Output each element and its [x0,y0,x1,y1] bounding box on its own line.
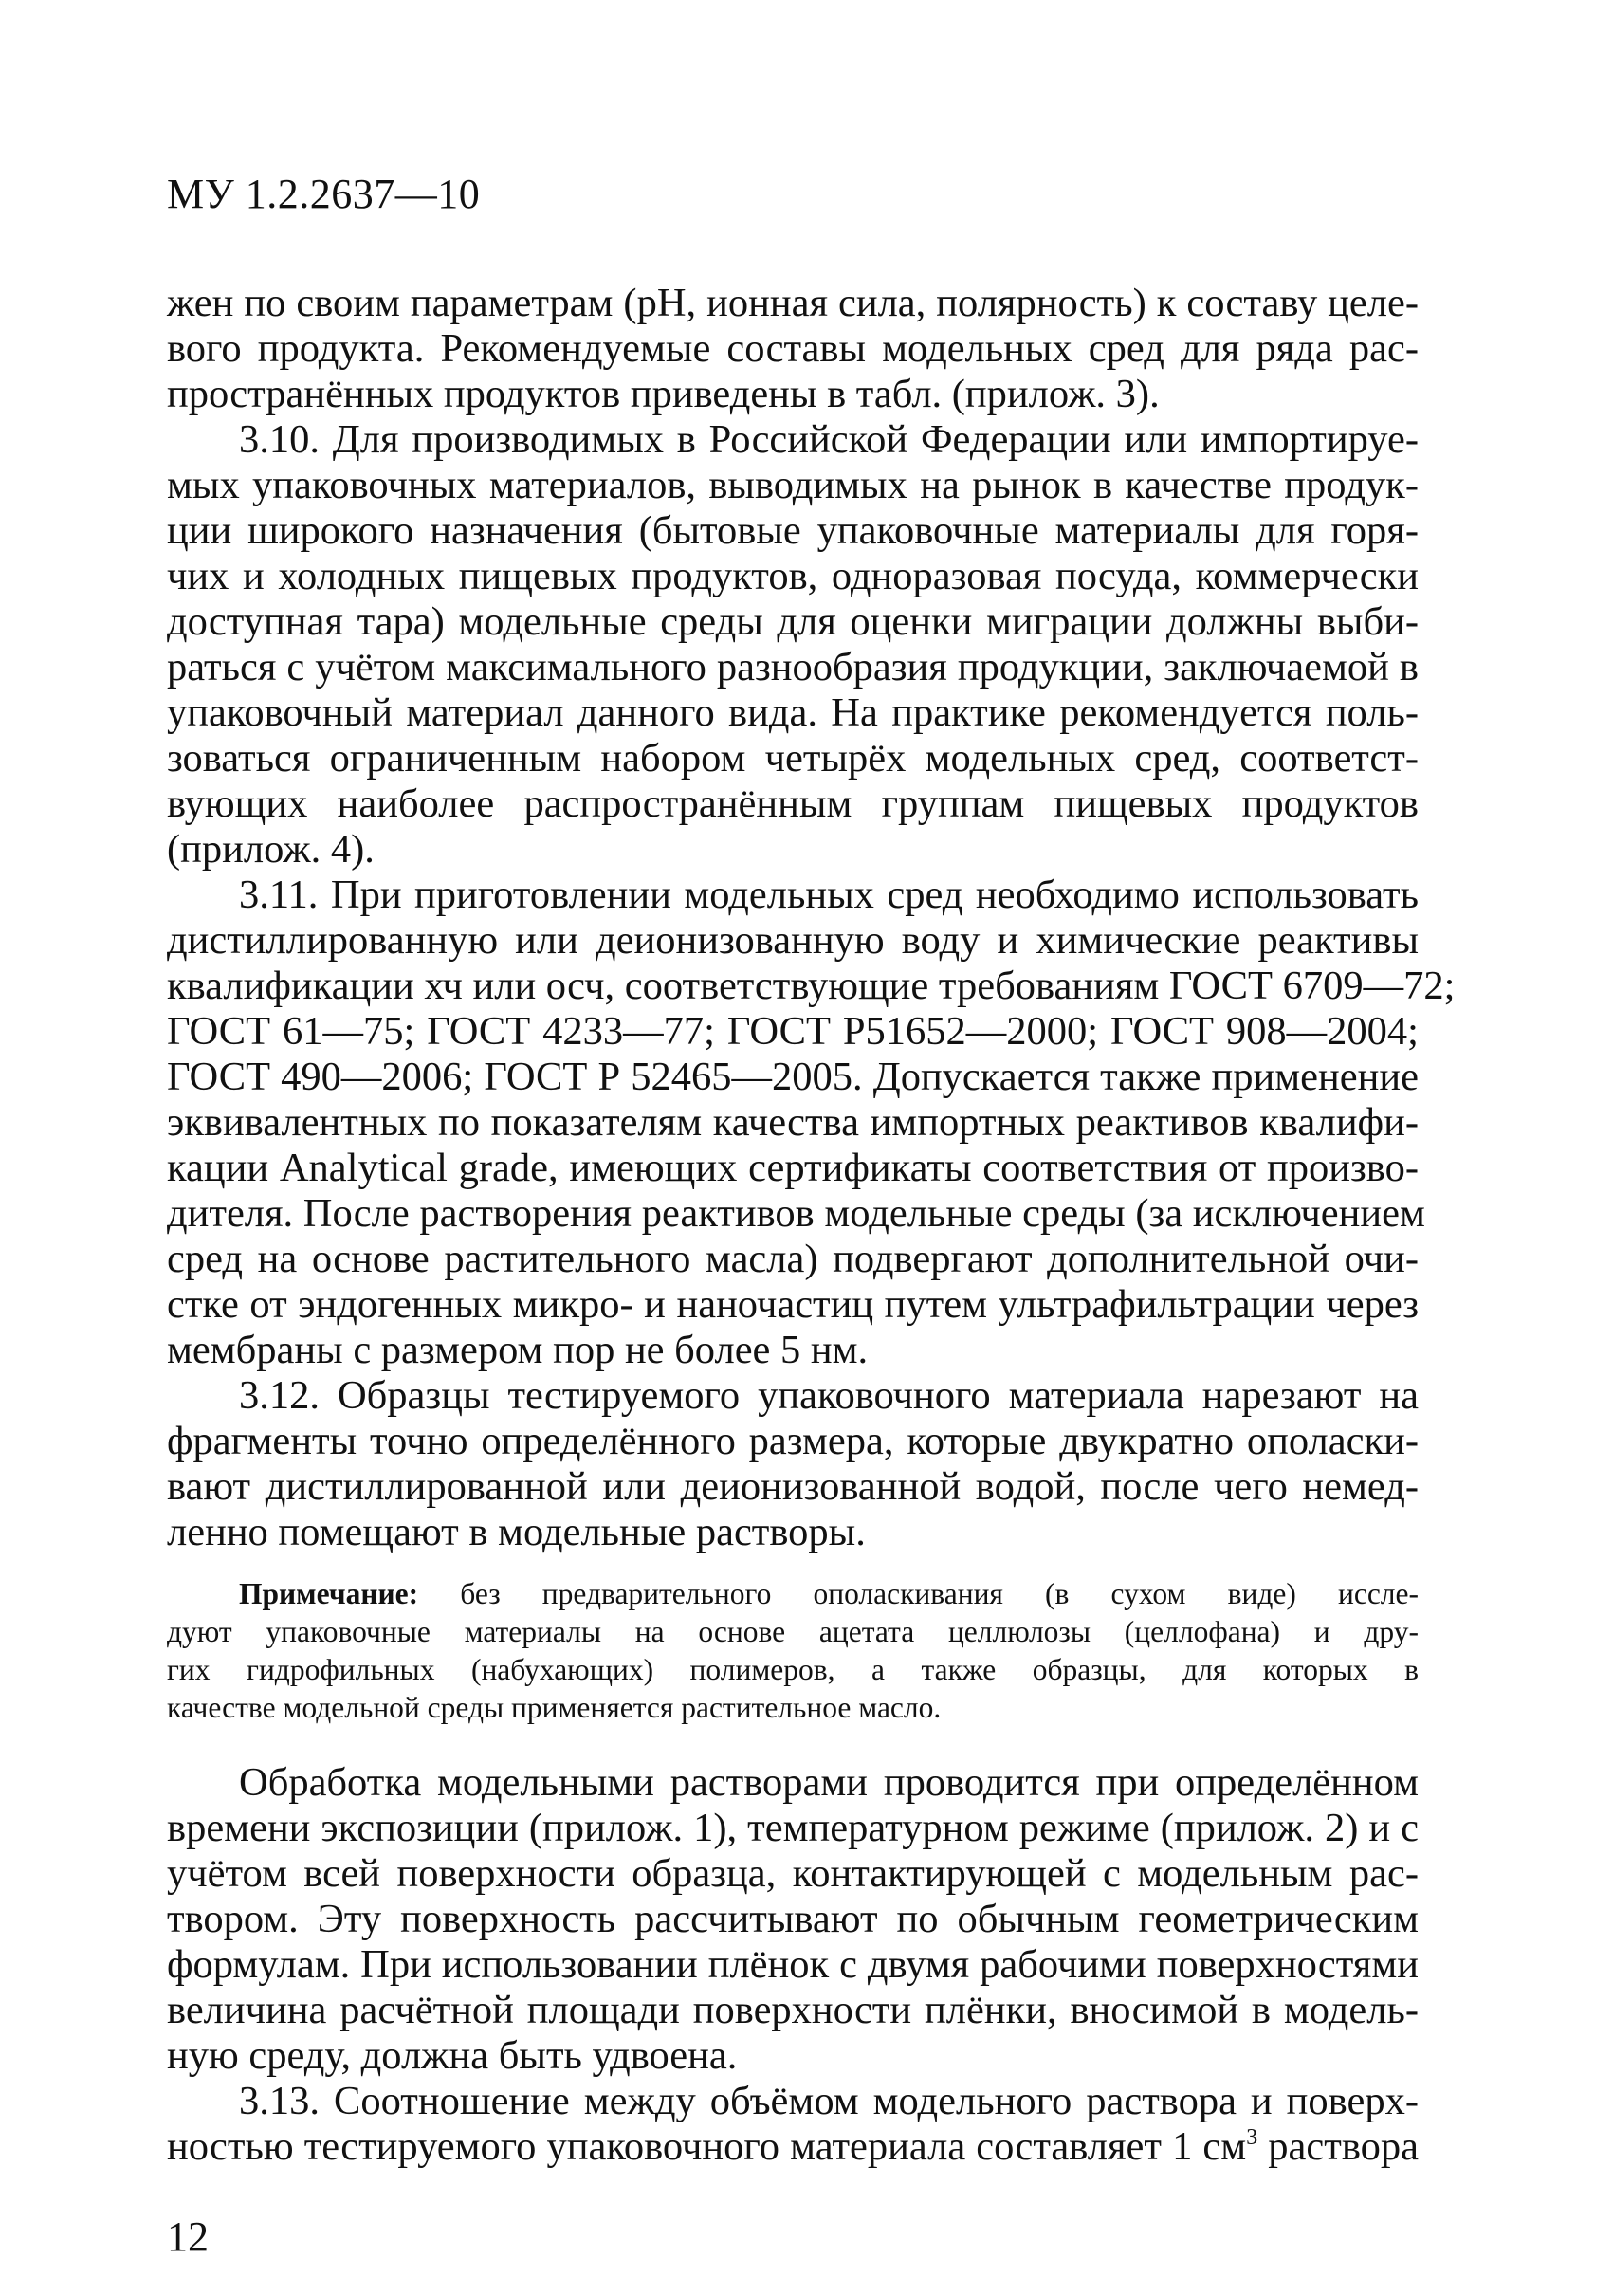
text-line: мых упаковочных материалов, выводимых на рынок в качестве продук- [167,463,1419,507]
text-line: чих и холодных пищевых продуктов, одноразовая посуда, коммерчески [167,554,1419,598]
text-line: упаковочный материал данного вида. На практике рекомендуется поль- [167,690,1419,735]
text-line: вают дистиллированной или деионизованной водой, после чего немед- [167,1464,1419,1509]
text-line: кации Analytical grade, имеющих сертификаты соответствия от произво- [167,1146,1419,1190]
text-line: фрагменты точно определённого размера, которые двукратно ополаски- [167,1419,1419,1463]
text-line: твором. Эту поверхность рассчитывают по обычным геометрическим [167,1897,1419,1941]
text-line: пространённых продуктов приведены в табл. (прилож. 3). [167,372,1160,416]
text-line: вующих наиболее распространённым группам пищевых продуктов [167,781,1419,826]
page-number: 12 [167,2213,209,2260]
text-line: (прилож. 4). [167,827,375,872]
text-line: доступная тара) модельные среды для оценки миграции должны выби- [167,599,1419,644]
paragraph-first-line: Обработка модельными растворами проводится при определённом [239,1760,1419,1805]
clause-3-12-first-line: 3.12. Образцы тестируемого упаковочного материала нарезают на [239,1373,1419,1418]
text-line: ции широкого назначения (бытовые упаковочные материалы для горя- [167,508,1419,553]
text-line: эквивалентных по показателям качества импортных реактивов квалифи- [167,1100,1419,1145]
note-line: гих гидрофильных (набухающих) полимеров, а также образцы, для которых в [167,1653,1419,1686]
clause-3-13-first-line: 3.13. Соотношение между объёмом модельного раствора и поверх- [239,2079,1419,2123]
text-line: формулам. При использовании плёнок с двумя рабочими поверхностями [167,1942,1419,1987]
note-line: дуют упаковочные материалы на основе ацетата целлюлозы (целлофана) и дру- [167,1615,1419,1648]
text-line: мембраны с размером пор не более 5 нм. [167,1328,869,1372]
document-code: МУ 1.2.2637—10 [167,171,481,217]
clause-3-10-first-line: 3.10. Для производимых в Российской Федерации или импортируе- [239,417,1419,462]
text-fragment: ностью тестируемого упаковочного материала составляет 1 см [167,2124,1247,2169]
text-line: ГОСТ 61—75; ГОСТ 4233—77; ГОСТ Р51652—2000; ГОСТ 908—2004; [167,1009,1419,1054]
note-text: без предварительного ополаскивания (в сухом виде) иссле- [418,1577,1419,1610]
note-first-line [239,1575,1419,1614]
text-fragment: раствора [1257,2124,1419,2169]
text-line: учётом всей поверхности образца, контактирующей с модельным рас- [167,1851,1419,1896]
text-line: дистиллированную или деионизованную воду и химические реактивы [167,918,1419,963]
clause-3-11-first-line: 3.11. При приготовлении модельных сред необходимо использовать [239,872,1419,917]
text-line: ную среду, должна быть удвоена. [167,2033,738,2078]
text-line: сред на основе растительного масла) подвергают дополнительной очи- [167,1237,1419,1281]
text-line: зоваться ограниченным набором четырёх модельных сред, соответст- [167,736,1419,781]
superscript: 3 [1246,2125,1258,2150]
text-line: квалификации хч или осч, соответствующие требованиям ГОСТ 6709—72; [167,964,1456,1008]
text-line: стке от эндогенных микро- и наночастиц путем ультрафильтрации через [167,1282,1419,1327]
text-line: раться с учётом максимального разнообразия продукции, заключаемой в [167,645,1419,689]
text-line: величина расчётной площади поверхности плёнки, вносимой в модель- [167,1988,1419,2032]
note-line: качестве модельной среды применяется растительное масло. [167,1691,942,1724]
note-label: Примечание: [239,1577,419,1610]
text-line-with-superscript [167,2124,1419,2170]
text-line: вого продукта. Рекомендуемые составы модельных сред для ряда рас- [167,326,1419,371]
text-line: ленно помещают в модельные растворы. [167,1510,866,1554]
text-line: ГОСТ 490—2006; ГОСТ Р 52465—2005. Допускается также применение [167,1055,1419,1099]
text-line: времени экспозиции (прилож. 1), температурном режиме (прилож. 2) и с [167,1806,1419,1850]
text-line: жен по своим параметрам (pH, ионная сила, полярность) к составу целе- [167,281,1419,325]
text-line: дителя. После растворения реактивов модельные среды (за исключением [167,1191,1425,1236]
